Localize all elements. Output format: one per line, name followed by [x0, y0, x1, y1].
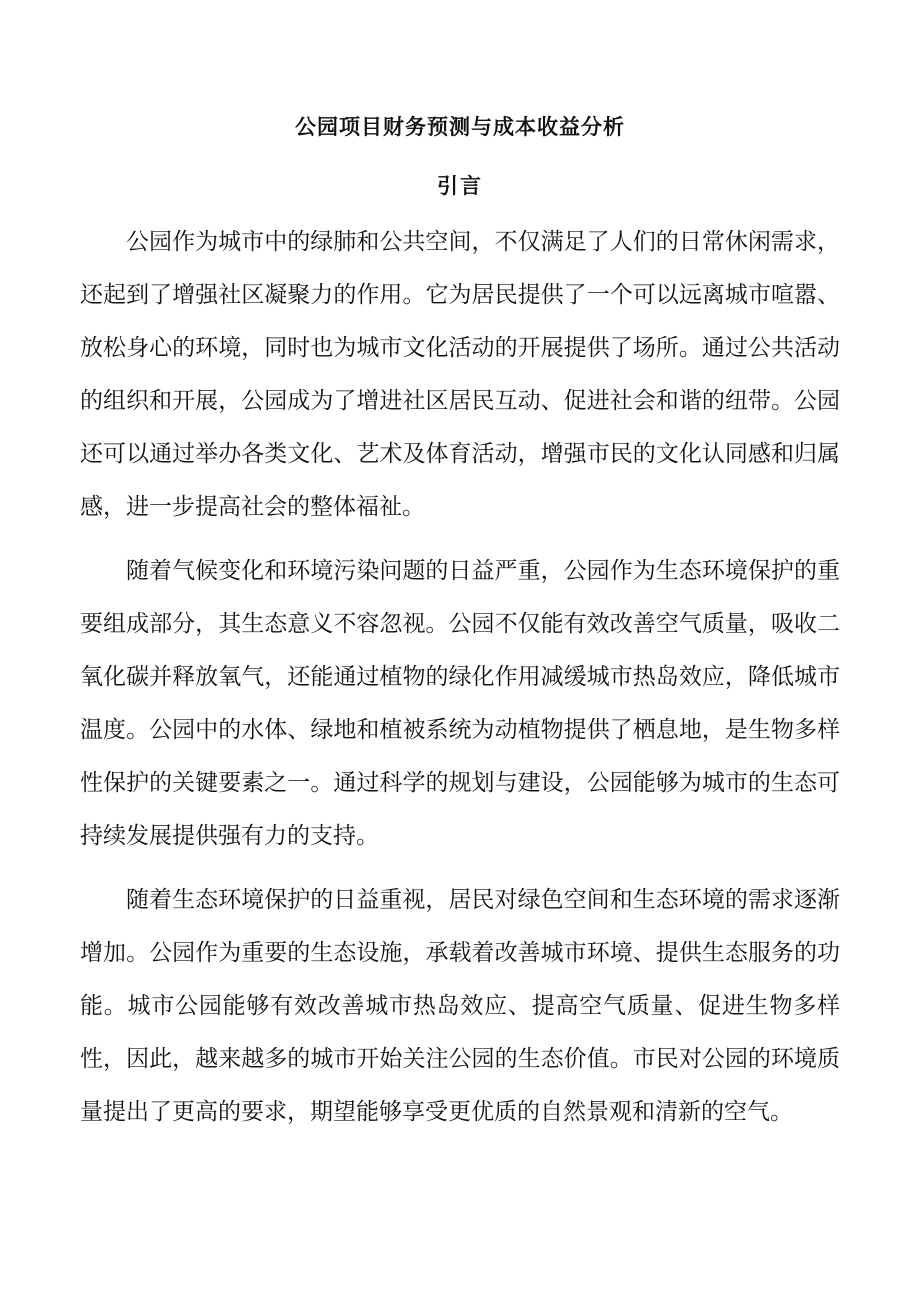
paragraph-1: 公园作为城市中的绿肺和公共空间，不仅满足了人们的日常休闲需求，还起到了增强社区凝聚力的作用。它为居民提供了一个可以远离城市喧嚣、放松身心的环境，同时也为城市文化活动的开展提供了场所。通过公共活动的组织和开展，公园成为了增进社区居民互动、促进社会和谐的纽带。公园还可以通过举办各类文化、艺术及体育活动，增强市民的文化认同感和归属感，进一步提高社会的整体福祉。	[80, 229, 840, 520]
section-heading: 引言	[437, 174, 483, 198]
document-title: 公园项目财务预测与成本收益分析	[295, 115, 625, 139]
paragraph-3: 随着生态环境保护的日益重视，居民对绿色空间和生态环境的需求逐渐增加。公园作为重要的生态设施，承载着改善城市环境、提供生态服务的功能。城市公园能够有效改善城市热岛效应、提高空气质量、促进生物多样性，因此，越来越多的城市开始关注公园的生态价值。市民对公园的环境质量提出了更高的要求，期望能够享受更优质的自然景观和清新的空气。	[80, 887, 840, 1125]
paragraph-2: 随着气候变化和环境污染问题的日益严重，公园作为生态环境保护的重要组成部分，其生态意义不容忽视。公园不仅能有效改善空气质量，吸收二氧化碳并释放氧气，还能通过植物的绿化作用减缓城市热岛效应，降低城市温度。公园中的水体、绿地和植被系统为动植物提供了栖息地，是生物多样性保护的关键要素之一。通过科学的规划与建设，公园能够为城市的生态可持续发展提供强有力的支持。	[80, 558, 840, 849]
